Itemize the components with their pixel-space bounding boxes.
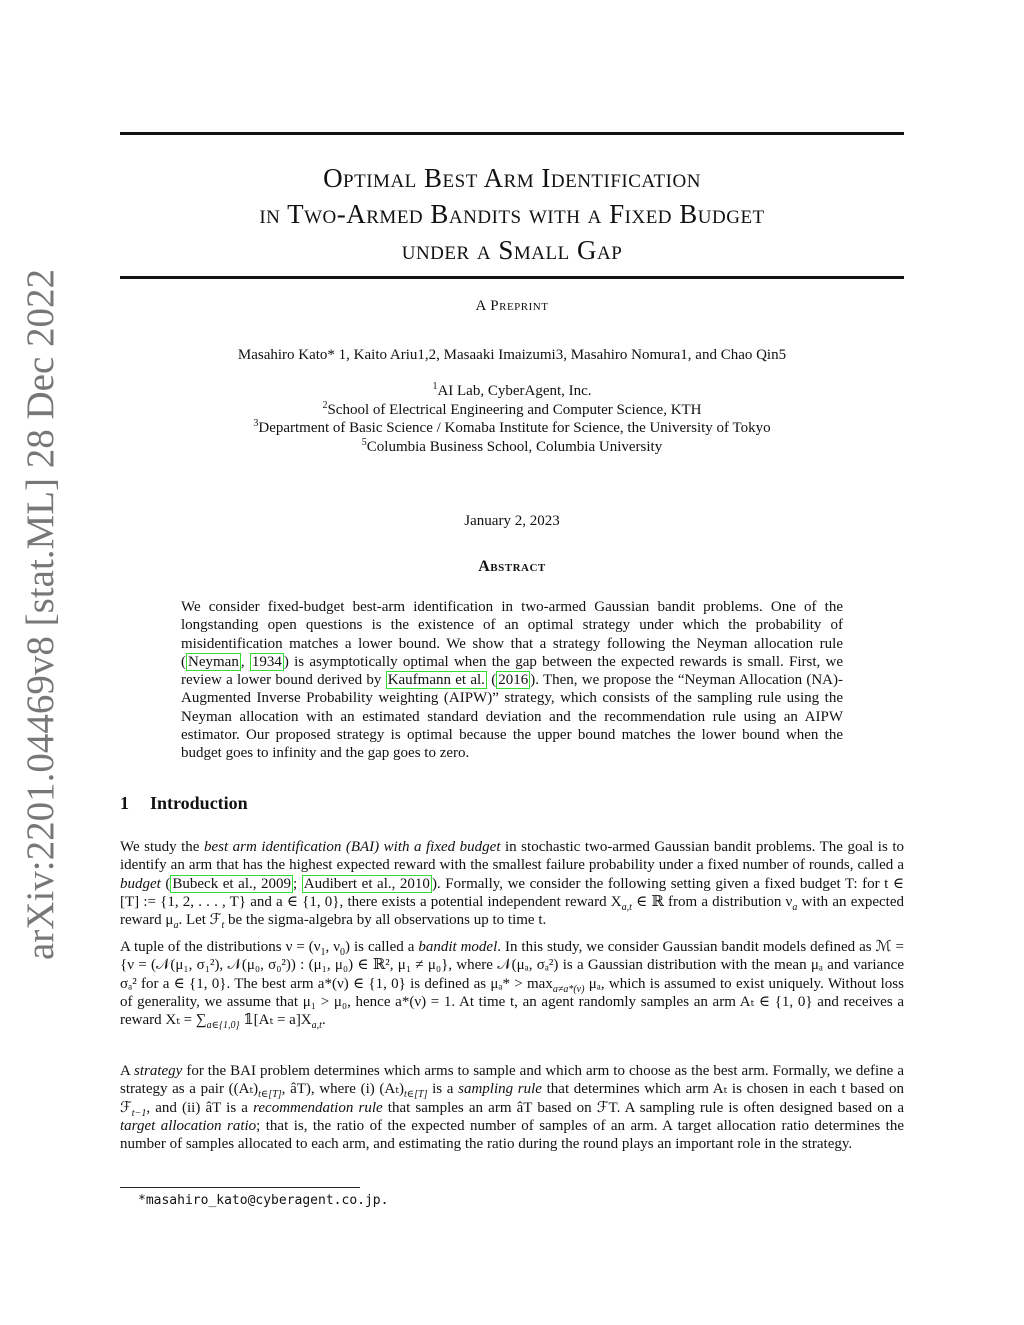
affiliation-1: $^1$AI Lab, CyberAgent, Inc. bbox=[432, 381, 592, 399]
arxiv-identifier: arXiv:2201.04469v8 [stat.ML] 28 Dec 2022 bbox=[19, 268, 62, 960]
affiliation-4: $^5$Columbia Business School, Columbia University bbox=[361, 436, 663, 455]
paragraph-2: A tuple of the distributions $\nu = (\nu_1$, $\nu_0$) is called a bandit model. In this study, we consider Gaussian bandit models defined as ℳ = {ν = (𝒩(μ₁, σ₁²), 𝒩(μ₀, σ₀²)) : (μ₁, μ₀) ∈ ℝ², μ₁ ≠ μ₀}, where 𝒩(μₐ, σₐ²) is a Gaussian distribution with the mean μₐ and variance σₐ² for a ∈ {1, 0}. The best arm a*(ν) ∈ {1, 0} is defined as $\mu_a* > \max_{a\ne a*(\nu)} \mu_a$, which is assumed to exist uniquely. Without loss of generality, we assume that μ₁ > μ₀, hence a*(ν) = 1. At time t, an agent randomly samples an arm Aₜ ∈ {1, 0} and receives a reward $X_t = \sum_{a\in\{1,0\}}$ 𝟙[Aₜ = $a]X_{a,t}$. bbox=[120, 939, 904, 1032]
author-list: Masahiro Kato* 1, Kaito Ariu1,2, Masaaki Imaizumi3, Masahiro Nomura1, and Chao Qin5 bbox=[237, 347, 787, 363]
preprint-label: A Preprint bbox=[475, 298, 549, 314]
footnote-email: *masahiro_kato@cyberagent.co.jp. bbox=[138, 1193, 389, 1208]
title-bottom-rule bbox=[120, 276, 904, 279]
citation-link-kaufmann-year[interactable]: 2016 bbox=[498, 672, 529, 689]
citation-link-kaufmann[interactable]: Kaufmann et al. bbox=[387, 672, 485, 689]
abstract-text: We consider fixed-budget best-arm identification in two-armed Gaussian bandit problems. One of the longstanding open questions is the existence of an optimal strategy under which the probability of misidentification matches a lower bound. We show that a strategy following the Neyman allocation rule ( Neyman , 1934 ) is asymptotically optimal when the gap between the expected rewards is small. First, we review a lower bound derived by Kaufmann et al. ( 2016 ). Then, we propose the “Neyman Allocation (NA)-Augmented Inverse Probability weighting (AIPW)” strategy, which consists of the sampling rule using the Neyman allocation with an estimated standard deviation and the recommendation rule using an AIPW estimator. Our proposed strategy is optimal because the upper bound matches the lower bound when the budget goes to infinity and the gap goes to zero. bbox=[181, 599, 844, 762]
citation-link-neyman[interactable]: Neyman bbox=[188, 653, 239, 670]
paragraph-1: We study the best arm identification (BAI) with a fixed budget in stochastic two-armed Gaussian bandit problems. The goal is to identify an arm that has the highest expected reward with the smallest failure probability under a fixed number of rounds, called a budget ( Bubeck et al., 2009 ; Audibert et al., 2010 ). Formally, we consider the following setting given a fixed budget T: for t ∈ [T] := {1, 2, . . . , T} and a ∈ {1, 0}, there exists a potential independent reward $X_{a,t}$ ∈ ℝ from a distribution $\nu_a$ with an expected reward $\mu_a$. Let ℱ$_t$ be the sigma-algebra by all observations up to time t. bbox=[120, 839, 904, 932]
paper-title bbox=[120, 160, 904, 268]
affiliation-3: $^3$Department of Basic Science / Komaba Institute for Science, the University of Tokyo bbox=[253, 418, 771, 436]
footnote-rule bbox=[120, 1187, 360, 1188]
section-heading-introduction: 1 Introduction bbox=[120, 793, 248, 813]
title-line-2: in Two-Armed Bandits with a Fixed Budget bbox=[259, 199, 765, 229]
citation-link-neyman-year[interactable]: 1934 bbox=[251, 653, 282, 670]
citation-link-bubeck[interactable]: Bubeck et al., 2009 bbox=[172, 875, 292, 892]
citation-link-audibert[interactable]: Audibert et al., 2010 bbox=[303, 875, 430, 892]
title-line-1: Optimal Best Arm Identification bbox=[323, 163, 701, 193]
title-line-3: under a Small Gap bbox=[401, 235, 623, 265]
affiliations bbox=[120, 382, 904, 456]
affiliation-2: $^2$School of Electrical Engineering and Computer Science, KTH bbox=[322, 399, 702, 418]
abstract-heading: Abstract bbox=[478, 558, 546, 575]
paragraph-3: A strategy for the BAI problem determines which arms to sample and which arm to choose as the best arm. Formally, we define a strategy as a pair ($(A_t)_{t\in[T]}$, âT), where (i) $(A_t)_{t\in[T]}$ is a sampling rule that determines which arm Aₜ is chosen in each t based on ℱ$_{t-1}$, and (ii) âT is a recommendation rule that samples an arm âT based on ℱT. A sampling rule is often designed based on a target allocation ratio; that is, the ratio of the expected number of samples of an arm. A target allocation ratio determines the number of samples allocated to each arm, and estimating the ratio during the round plays an important role in the strategy. bbox=[120, 1063, 904, 1153]
title-top-rule bbox=[120, 132, 904, 135]
paper-date: January 2, 2023 bbox=[464, 513, 560, 529]
